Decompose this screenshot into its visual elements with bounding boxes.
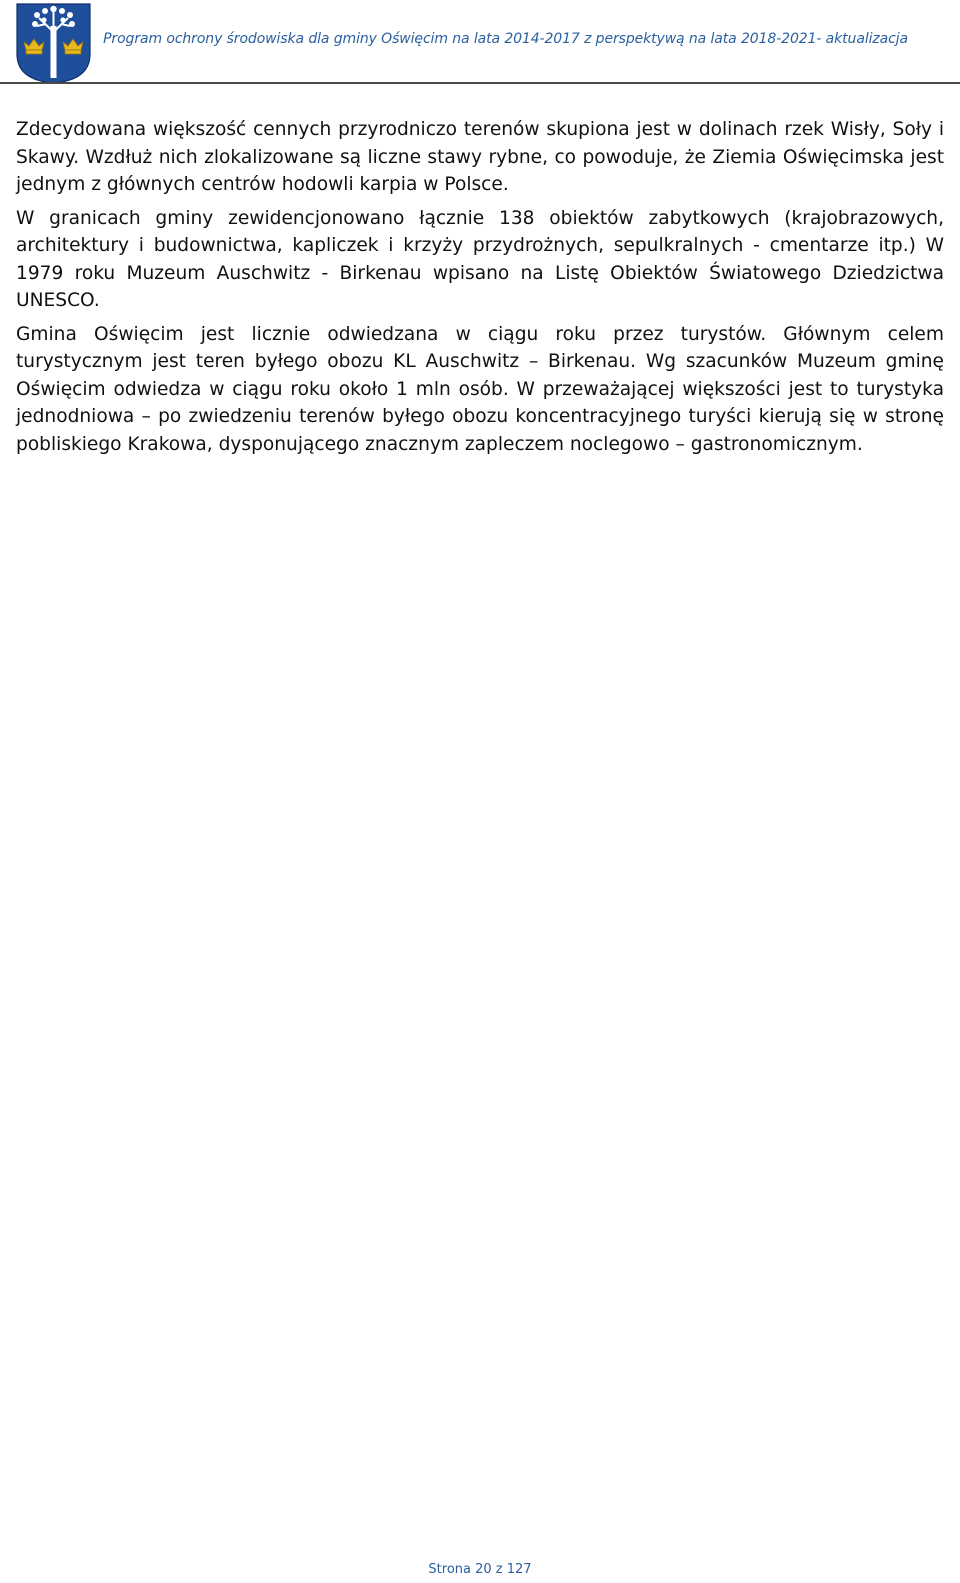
paragraph: Zdecydowana większość cennych przyrodniczo terenów skupiona jest w dolinach rzek Wisły, Soły i Skawy. Wzdłuż nich zlokalizowane są liczne stawy rybne, co powoduje, że Ziemia Oświęcimska jest jednym z głównych centrów hodowli karpia w Polsce. [16,119,944,195]
paragraph: W granicach gminy zewidencjonowano łącznie 138 obiektów zabytkowych (krajobrazowych, architektury i budownictwa, kapliczek i krzyży przydrożnych, sepulkralnych - cmentarze itp.) W 1979 roku Muzeum Auschwitz - Birkenau wpisano na Listę Obiektów Światowego Dziedzictwa UNESCO. [16,207,944,311]
paragraph: Gmina Oświęcim jest licznie odwiedzana w ciągu roku przez turystów. Głównym celem turystycznym jest teren byłego obozu KL Auschwitz – Birkenau. Wg szacunków Muzeum gminę Oświęcim odwiedza w ciągu roku około 1 mln osób. W przeważającej większości jest to turystyka jednodniowa – po zwiedzeniu terenów byłego obozu koncentracyjnego turyści kierują się w stronę pobliskiego Krakowa, dysponującego znacznym zapleczem noclegowo – gastronomicznym. [16,323,944,455]
document-body [16,116,944,458]
header-divider [0,82,960,84]
page-number: Strona 20 z 127 [428,1562,532,1577]
page-header [0,0,960,85]
document-title: Program ochrony środowiska dla gminy Oświęcim na lata 2014-2017 z perspektywą na lata 2018-2021- aktualizacja [103,31,908,47]
